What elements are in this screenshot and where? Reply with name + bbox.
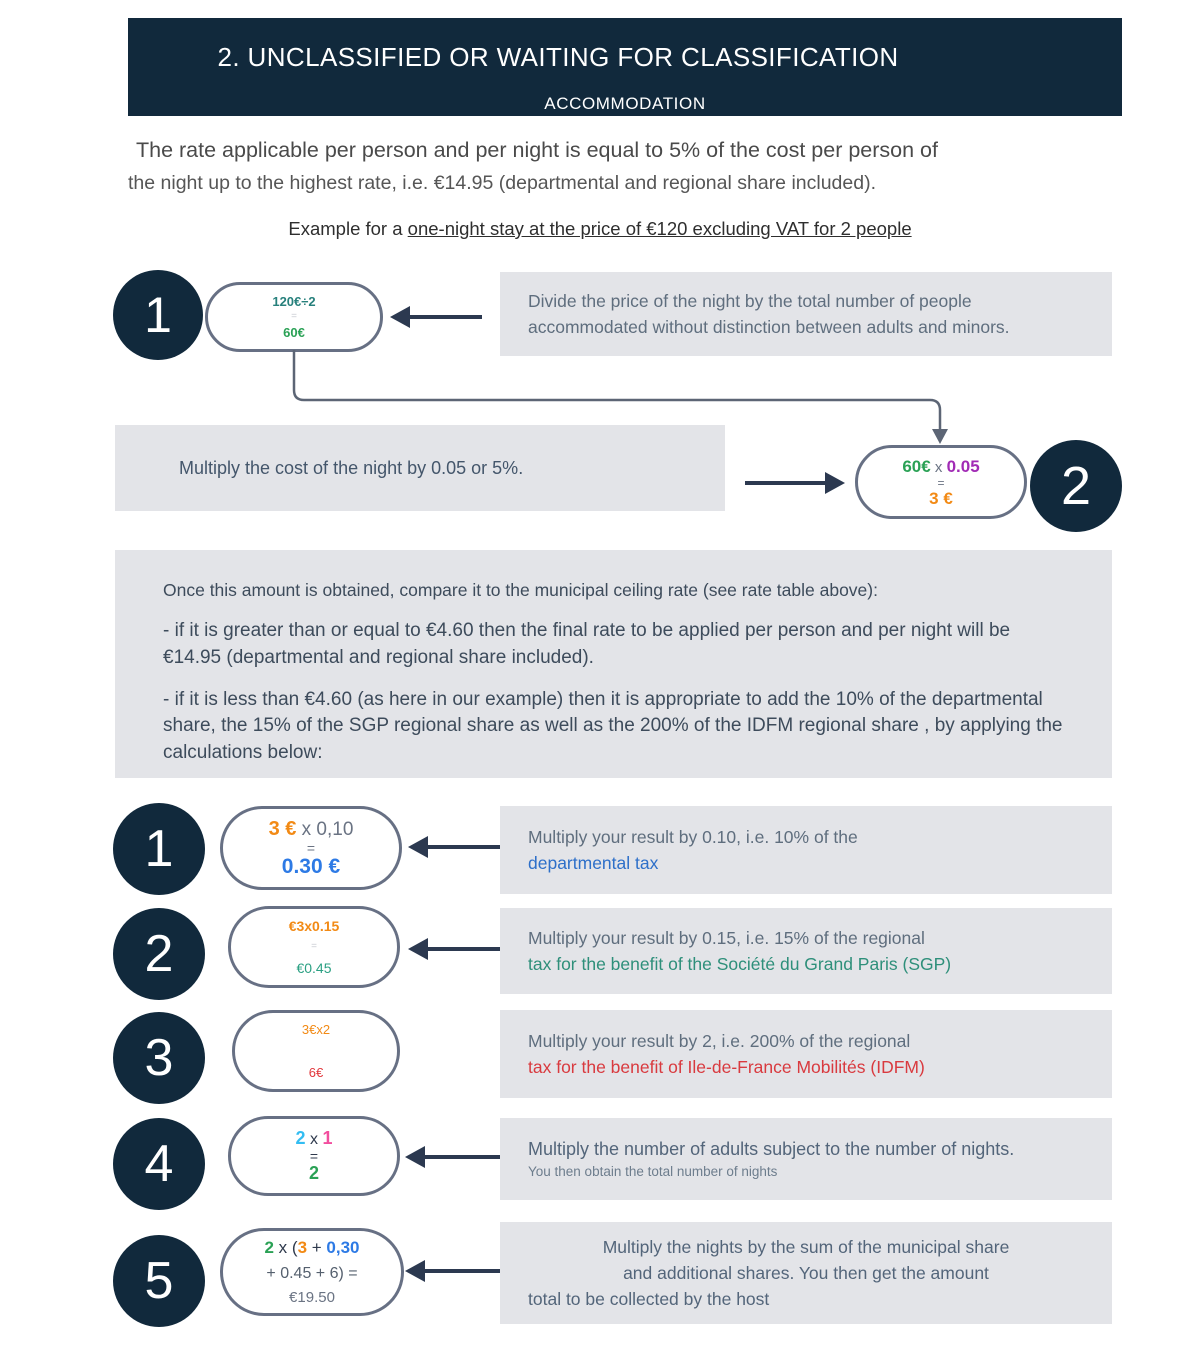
calc-expression <box>269 818 354 841</box>
note-box-bottom-2 <box>500 908 1112 994</box>
operand-1: 2 <box>264 1238 274 1257</box>
note-line-2: tax for the benefit of Ile-de-France Mobilités (IDFM) <box>528 1057 925 1077</box>
operand-3: 0,30 <box>326 1238 360 1257</box>
info-paragraph-3: - if it is less than €4.60 (as here in our example) then it is appropriate to add the 10% of the departmental share, the 15% of the SGP regional share as well as the 200% of the IDFM regional share , by applying the calculations below: <box>163 688 1063 763</box>
step-badge-top-1 <box>113 270 203 360</box>
note-line-3: total to be collected by the host <box>528 1289 770 1310</box>
calc-expression <box>296 1128 333 1149</box>
arrow-right-icon <box>745 472 845 494</box>
note-box-bottom-5 <box>500 1222 1112 1324</box>
equals-sign: = <box>306 840 316 856</box>
step-number: 5 <box>144 1252 174 1310</box>
note-line-1: Multiply your result by 0.15, i.e. 15% of the regional <box>528 927 925 948</box>
step-badge-bottom-5 <box>113 1235 205 1327</box>
info-paragraph-2: - if it is greater than or equal to €4.60 then the final rate to be applied per person and per night will be €14.95 (departmental and regional share included). <box>163 620 1011 668</box>
note-line-2: tax for the benefit of the Société du Grand Paris (SGP) <box>528 954 952 974</box>
note-line-2: departmental tax <box>528 853 659 873</box>
equals-sign: = <box>309 1148 319 1164</box>
calc-bubble-top-2 <box>855 445 1027 519</box>
operand-2: 3 <box>297 1238 308 1257</box>
page-subtitle: ACCOMMODATION <box>544 94 706 113</box>
arrow-shaft <box>410 315 482 319</box>
example-heading-underlined: one-night stay at the price of €120 excluding VAT for 2 people <box>407 218 912 239</box>
arrow-shaft <box>745 481 825 485</box>
note-line-1: Multiply your result by 2, i.e. 200% of the regional <box>528 1030 911 1051</box>
info-paragraph-1: Once this amount is obtained, compare it to the municipal ceiling rate (see rate table above): <box>163 580 878 600</box>
intro-line-1: The rate applicable per person and per night is equal to 5% of the cost per person of <box>136 138 938 162</box>
note-line-1: Multiply the nights by the sum of the municipal share <box>602 1236 1010 1257</box>
example-heading <box>0 218 1200 240</box>
operand-2: 1 <box>322 1128 333 1148</box>
arrowhead <box>825 472 845 494</box>
arrow-left-icon <box>405 1146 505 1168</box>
calc-expression <box>264 1238 359 1258</box>
operand-1: 3 € <box>268 818 297 840</box>
arrow-shaft <box>425 1155 505 1159</box>
calc-result: 60€ <box>283 325 305 340</box>
info-box <box>115 550 1112 778</box>
step-number: 2 <box>144 925 174 983</box>
step-number: 4 <box>144 1135 174 1193</box>
calc-bubble-bottom-5 <box>220 1228 404 1316</box>
note-box-bottom-4 <box>500 1118 1112 1200</box>
note-box-bottom-3 <box>500 1010 1112 1098</box>
operator-operand: x 0,10 <box>296 819 354 840</box>
operand-1: 2 <box>295 1128 306 1148</box>
calc-result: 2 <box>308 1163 319 1183</box>
note-box-top-2 <box>115 425 725 511</box>
operator: x <box>930 459 947 476</box>
calc-result: €19.50 <box>289 1289 335 1306</box>
operand-1: 60€ <box>902 457 931 476</box>
calc-expression <box>902 457 979 477</box>
operator: x ( <box>273 1238 298 1257</box>
calc-expression: 3€x2 <box>301 1022 331 1037</box>
calc-result: 6€ <box>308 1065 324 1080</box>
intro-line-2: the night up to the highest rate, i.e. €14.95 (departmental and regional share included). <box>128 172 876 194</box>
step-number: 1 <box>144 820 174 878</box>
equals-sign: = <box>291 311 297 322</box>
calc-result: 3 € <box>929 489 953 508</box>
calc-result: €0.45 <box>296 960 332 976</box>
note-line-2: You then obtain the total number of nights <box>528 1164 778 1180</box>
header-banner <box>128 18 1122 116</box>
arrow-shaft <box>425 1269 505 1273</box>
step-number: 3 <box>144 1029 174 1087</box>
arrow-shaft <box>428 947 508 951</box>
note-text: Divide the price of the night by the total number of people accommodated without distinction between adults and minors. <box>528 290 1010 337</box>
step-number: 2 <box>1060 456 1092 516</box>
note-line-2: and additional shares. You then get the amount <box>623 1262 989 1283</box>
step-badge-bottom-4 <box>113 1118 205 1210</box>
note-text: Multiply the cost of the night by 0.05 or 5%. <box>179 457 524 478</box>
note-box-bottom-1 <box>500 806 1112 894</box>
note-line-1: Multiply your result by 0.10, i.e. 10% of the <box>528 826 858 847</box>
arrow-left-icon <box>408 938 508 960</box>
calc-bubble-bottom-4 <box>228 1116 400 1196</box>
step-badge-bottom-3 <box>113 1012 205 1104</box>
step-number: 1 <box>144 287 172 343</box>
arrow-left-icon <box>405 1260 505 1282</box>
step-badge-bottom-2 <box>113 908 205 1000</box>
calc-bubble-bottom-1 <box>220 806 402 890</box>
operator: x <box>305 1131 323 1148</box>
calc-bubble-bottom-2 <box>228 906 400 988</box>
arrow-left-icon <box>390 306 482 328</box>
arrow-shaft <box>428 845 508 849</box>
equals-sign: = <box>937 476 945 490</box>
arrowhead <box>390 306 410 328</box>
example-heading-prefix: Example for a <box>288 218 408 239</box>
calc-expression: 120€÷2 <box>272 294 316 309</box>
operator-plus: + <box>307 1238 327 1257</box>
arrowhead <box>408 938 428 960</box>
operand-2: 0.05 <box>946 457 980 476</box>
arrowhead <box>408 836 428 858</box>
note-box-top-1 <box>500 272 1112 356</box>
calc-result: 0.30 € <box>281 855 341 878</box>
calc-bubble-bottom-3 <box>232 1010 400 1092</box>
calc-expression-line-2: + 0.45 + 6) = <box>266 1264 358 1282</box>
step-badge-top-2 <box>1030 440 1122 532</box>
page-title: 2. UNCLASSIFIED OR WAITING FOR CLASSIFICATION <box>217 42 899 72</box>
note-line-1: Multiply the number of adults subject to the number of nights. <box>528 1139 1015 1160</box>
calc-bubble-top-1 <box>205 282 383 352</box>
arrowhead <box>405 1260 425 1282</box>
calc-expression: €3x0.15 <box>288 918 340 934</box>
step-badge-bottom-1 <box>113 803 205 895</box>
equals-sign: = <box>311 941 317 952</box>
arrowhead <box>405 1146 425 1168</box>
arrow-left-icon <box>408 836 508 858</box>
